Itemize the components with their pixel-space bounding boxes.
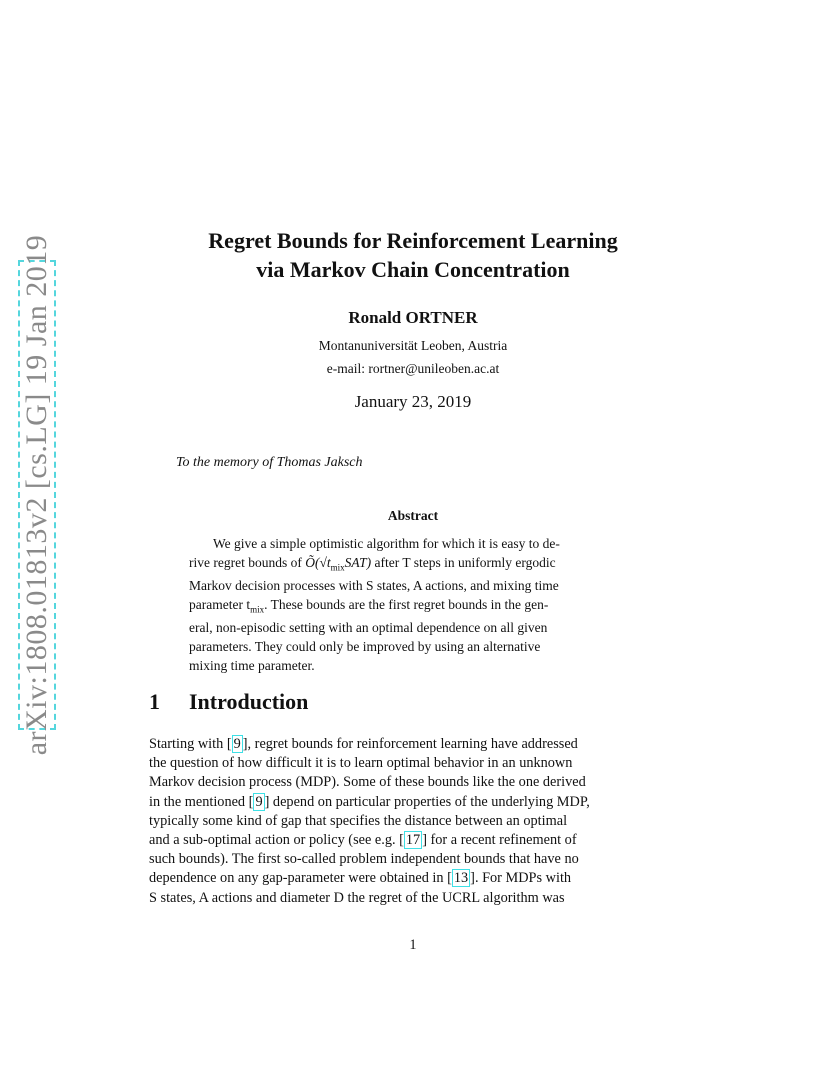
body-line: Starting with [ 9 ], regret bounds for reinforcement learning have addressed <box>149 736 578 752</box>
abstract-line: eral, non-episodic setting with an optimal dependence on all given <box>189 620 548 636</box>
introduction-body <box>149 735 676 908</box>
citation-link-9[interactable]: 9 <box>255 793 263 810</box>
author-affiliation: Montanuniversität Leoben, Austria <box>318 338 508 353</box>
abstract-line: We give a simple optimistic algorithm for which it is easy to de- <box>213 536 560 551</box>
abstract-heading: Abstract <box>387 508 439 523</box>
citation-link-9[interactable]: 9 <box>233 736 241 752</box>
citation-link-17[interactable]: 17 <box>405 832 421 849</box>
title-line-1: Regret Bounds for Reinforcement Learning <box>208 228 618 253</box>
abstract-line: rive regret bounds of $Õ(√t_{mix}SAT)$ after T steps in uniformly ergodic <box>189 554 556 573</box>
abstract-line: parameters. They could only be improved by using an alternative <box>189 638 541 654</box>
paper-date: January 23, 2019 <box>354 392 472 411</box>
section-title: Introduction <box>189 689 309 714</box>
page-number: 1 <box>409 937 417 953</box>
body-line: in the mentioned [ 9 ] depend on particular properties of the underlying MDP, <box>149 793 590 810</box>
citation-link-13[interactable]: 13 <box>453 870 469 887</box>
body-line: typically some kind of gap that specifies the distance between an optimal <box>149 812 568 829</box>
body-line: and a sub-optimal action or policy (see e.g. [ 17 ] for a recent refinement of <box>149 832 577 849</box>
abstract-line: mixing time parameter. <box>189 657 315 673</box>
section-heading-introduction <box>149 689 308 715</box>
abstract-body <box>189 535 637 675</box>
abstract-line: Markov decision processes with S states, A actions, and mixing time <box>189 578 559 594</box>
body-line: S states, A actions and diameter D the regret of the UCRL algorithm was <box>149 889 565 906</box>
body-line: Markov decision process (MDP). Some of these bounds like the one derived <box>149 774 586 791</box>
arxiv-identifier-text: arXiv:1808.01813v2 [cs.LG] 19 Jan 2019 <box>20 234 53 756</box>
abstract-line: parameter $t_{mix}$. These bounds are the first regret bounds in the gen- <box>189 596 549 615</box>
author-email: e-mail: rortner@unileoben.ac.at <box>326 361 500 376</box>
paper-title <box>140 226 686 284</box>
body-line: the question of how difficult it is to learn optimal behavior in an unknown <box>149 755 573 772</box>
body-line: dependence on any gap-parameter were obtained in [ 13 ]. For MDPs with <box>149 870 572 887</box>
section-number: 1 <box>149 689 160 714</box>
dedication: To the memory of Thomas Jaksch <box>176 455 363 470</box>
math-regret-bound: $Õ(√t_{mix}SAT)$ <box>305 554 372 573</box>
author-name: Ronald ORTNER <box>348 308 478 327</box>
arxiv-identifier-stamp[interactable] <box>18 234 56 756</box>
body-line: such bounds). The first so-called problem independent bounds that have no <box>149 851 579 868</box>
title-line-2: via Markov Chain Concentration <box>256 257 570 282</box>
